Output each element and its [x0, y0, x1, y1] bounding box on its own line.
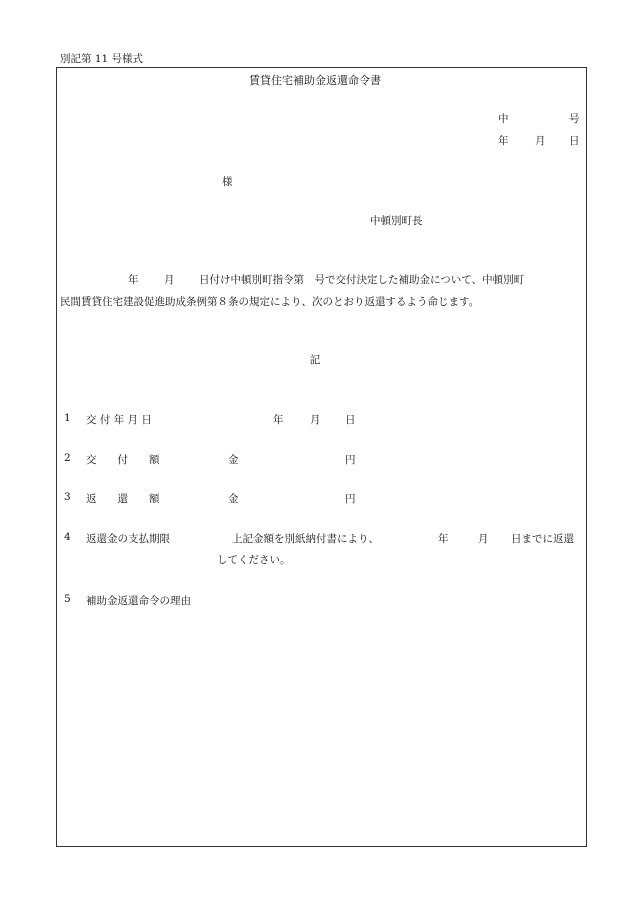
item-1-month: 月 [310, 414, 321, 426]
item-3-kin: 金 [228, 493, 239, 505]
body-year: 年 [128, 274, 139, 286]
item-4-month: 月 [478, 533, 489, 545]
body-line-1: 日付け中頓別町指令第 号で交付決定した補助金について、中頓別町 [199, 274, 525, 286]
item-2-label: 交 付 額 [86, 454, 160, 466]
item-5-label: 補助金返還命令の理由 [86, 595, 191, 607]
item-4-label: 返還金の支払期限 [86, 533, 170, 545]
item-3-yen: 円 [345, 493, 356, 505]
document-number-prefix: 中 [498, 113, 509, 125]
item-1-day: 日 [345, 414, 356, 426]
item-5-number: 5 [64, 593, 71, 605]
issuer-name: 中頓別町長 [370, 215, 423, 227]
item-4-year: 年 [438, 533, 449, 545]
item-1-number: 1 [64, 412, 71, 424]
ki-heading: 記 [309, 354, 321, 366]
item-4-text: 上記金額を別紙納付書により、 [232, 533, 379, 545]
item-2-kin: 金 [228, 454, 239, 466]
item-4-continuation: してください。 [217, 554, 291, 566]
document-number-suffix: 号 [569, 113, 580, 125]
issue-date-day: 日 [569, 135, 580, 147]
body-month: 月 [164, 274, 175, 286]
item-3-number: 3 [64, 491, 71, 503]
item-2-number: 2 [64, 452, 71, 464]
document-title: 賃貸住宅補助金返還命令書 [249, 74, 381, 87]
issue-date-month: 月 [535, 135, 546, 147]
addressee-honorific: 様 [222, 176, 233, 188]
form-number-label: 別記第 11 号様式 [60, 53, 144, 65]
item-4-number: 4 [64, 531, 71, 543]
item-1-year: 年 [273, 414, 284, 426]
body-line-2: 民間賃貸住宅建設促進助成条例第８条の規定により、次のとおり返還するよう命じます。 [60, 296, 480, 308]
issue-date-year: 年 [498, 135, 509, 147]
item-2-yen: 円 [345, 454, 356, 466]
item-1-label: 交 付 年 月 日 [86, 414, 152, 426]
item-3-label: 返 還 額 [86, 493, 160, 505]
item-4-tail: 日までに返還 [511, 533, 574, 545]
